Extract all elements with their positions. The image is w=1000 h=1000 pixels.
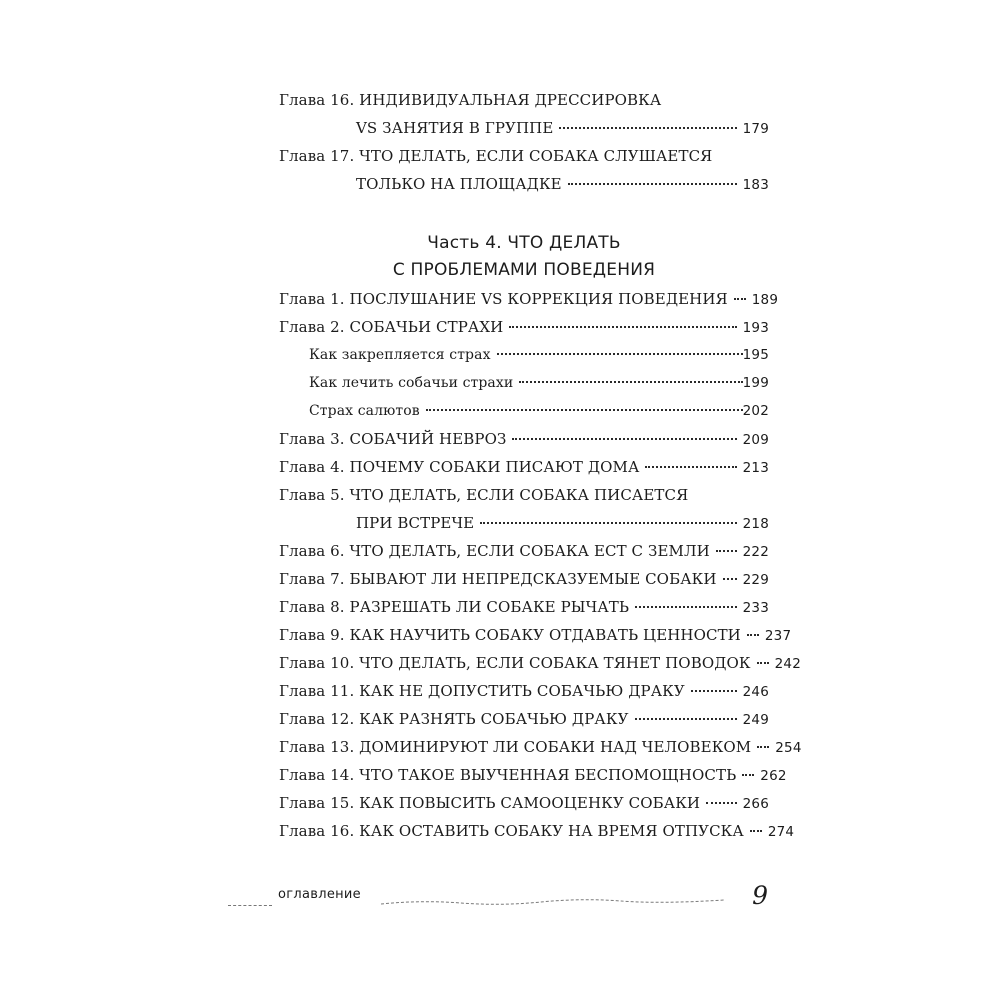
toc-dot-leader	[519, 380, 742, 383]
part-heading	[279, 230, 769, 284]
toc-subsection-entry	[279, 397, 769, 425]
toc-chapter-entry	[279, 453, 769, 481]
toc-dot-leader	[645, 465, 736, 468]
toc-page-number: 199	[742, 375, 769, 391]
toc-chapter-entry	[279, 565, 769, 593]
toc-page-number: 262	[760, 768, 787, 784]
toc-chapter-entry	[279, 425, 769, 453]
toc-chapter-title-line: Глава 16. ИНДИВИДУАЛЬНАЯ ДРЕССИРОВКА	[279, 91, 662, 109]
toc-dot-leader	[691, 689, 737, 692]
toc-chapter-entry	[279, 789, 769, 817]
footer-wavy-rule	[381, 898, 724, 906]
toc-chapter-entry	[279, 593, 769, 621]
toc-chapter-entry	[279, 285, 779, 313]
toc-chapter-entry	[279, 649, 802, 677]
toc-page-number: 209	[742, 432, 769, 448]
toc-dot-leader	[635, 605, 737, 608]
toc-dot-leader	[568, 182, 737, 185]
toc-chapter-entry	[279, 114, 769, 142]
toc-page-number: 246	[742, 684, 769, 700]
toc-part-entries	[279, 285, 802, 845]
toc-chapter-title: Глава 6. ЧТО ДЕЛАТЬ, ЕСЛИ СОБАКА ЕСТ С ЗЕМЛИ	[279, 542, 710, 560]
part-heading-line-2: С ПРОБЛЕМАМИ ПОВЕДЕНИЯ	[392, 260, 656, 280]
toc-chapter-entry	[279, 817, 795, 845]
toc-dot-leader	[635, 717, 737, 720]
toc-dot-leader	[747, 633, 759, 636]
toc-chapter-title: Глава 2. СОБАЧЬИ СТРАХИ	[279, 318, 504, 336]
toc-subsection-entry	[279, 341, 769, 369]
toc-dot-leader	[723, 577, 737, 580]
toc-dot-leader	[742, 773, 754, 776]
footer-page-number: 9	[752, 881, 768, 910]
footer-dashed-rule-left	[228, 905, 272, 906]
toc-dot-leader	[426, 408, 743, 411]
toc-chapter-entry	[279, 677, 769, 705]
toc-page-number: 254	[775, 740, 802, 756]
toc-page-number: 233	[742, 600, 769, 616]
toc-chapter-title: ТОЛЬКО НА ПЛОЩАДКЕ	[356, 175, 562, 193]
toc-chapter-entry	[279, 170, 769, 198]
toc-page-number: 229	[742, 572, 769, 588]
toc-chapter-title-line: Глава 5. ЧТО ДЕЛАТЬ, ЕСЛИ СОБАКА ПИСАЕТСЯ	[279, 486, 689, 504]
toc-dot-leader	[757, 661, 769, 664]
toc-dot-leader	[509, 325, 736, 328]
toc-page-number: 193	[742, 320, 769, 336]
toc-dot-leader	[497, 352, 743, 355]
toc-chapter-title: Глава 14. ЧТО ТАКОЕ ВЫУЧЕННАЯ БЕСПОМОЩНОСТЬ	[279, 766, 737, 784]
toc-subsection-title: Страх салютов	[309, 403, 420, 419]
toc-dot-leader	[706, 801, 737, 804]
toc-dot-leader	[716, 549, 737, 552]
toc-chapter-title: Глава 1. ПОСЛУШАНИЕ VS КОРРЕКЦИЯ ПОВЕДЕНИЯ	[279, 290, 728, 308]
footer-section-label: оглавление	[278, 887, 361, 902]
toc-chapter-entry	[279, 537, 769, 565]
toc-chapter-title: Глава 15. КАК ПОВЫСИТЬ САМООЦЕНКУ СОБАКИ	[279, 794, 701, 812]
toc-chapter-title: Глава 10. ЧТО ДЕЛАТЬ, ЕСЛИ СОБАКА ТЯНЕТ ПОВОДОК	[279, 654, 751, 672]
toc-dot-leader	[512, 437, 736, 440]
toc-dot-leader	[734, 297, 746, 300]
toc-page-number: 183	[742, 177, 769, 193]
toc-dot-leader	[480, 521, 736, 524]
toc-page-number: 179	[742, 121, 769, 137]
toc-dot-leader	[559, 126, 736, 129]
toc-page-number: 249	[742, 712, 769, 728]
toc-page-number: 237	[764, 628, 792, 644]
toc-page-number: 202	[742, 403, 769, 419]
toc-subsection-title: Как лечить собачьи страхи	[309, 375, 514, 391]
toc-chapter-title: Глава 3. СОБАЧИЙ НЕВРОЗ	[279, 430, 507, 448]
toc-chapter-title: Глава 4. ПОЧЕМУ СОБАКИ ПИСАЮТ ДОМА	[279, 458, 640, 476]
toc-chapter-entry	[279, 621, 792, 649]
toc-chapter-title: Глава 9. КАК НАУЧИТЬ СОБАКУ ОТДАВАТЬ ЦЕННОСТИ	[279, 626, 741, 644]
toc-chapter-title: Глава 8. РАЗРЕШАТЬ ЛИ СОБАКЕ РЫЧАТЬ	[279, 598, 630, 616]
toc-chapter-title: Глава 13. ДОМИНИРУЮТ ЛИ СОБАКИ НАД ЧЕЛОВЕКОМ	[279, 738, 752, 756]
part-heading-line-1: Часть 4. ЧТО ДЕЛАТЬ	[427, 233, 621, 253]
toc-chapter-title: Глава 12. КАК РАЗНЯТЬ СОБАЧЬЮ ДРАКУ	[279, 710, 629, 728]
toc-page-number: 274	[767, 824, 795, 840]
toc-dot-leader	[757, 745, 769, 748]
toc-subsection-title: Как закрепляется страх	[309, 347, 491, 363]
toc-page-number: 213	[742, 460, 769, 476]
toc-dot-leader	[750, 829, 762, 832]
toc-page-number: 189	[751, 292, 779, 308]
toc-chapter-title-line: Глава 17. ЧТО ДЕЛАТЬ, ЕСЛИ СОБАКА СЛУШАЕТСЯ	[279, 147, 713, 165]
toc-chapter-title: Глава 11. КАК НЕ ДОПУСТИТЬ СОБАЧЬЮ ДРАКУ	[279, 682, 685, 700]
toc-chapter-title: Глава 7. БЫВАЮТ ЛИ НЕПРЕДСКАЗУЕМЫЕ СОБАКИ	[279, 570, 717, 588]
toc-page-number: 242	[774, 656, 802, 672]
toc-chapter-entry	[279, 509, 769, 537]
toc-page-number: 218	[742, 516, 769, 532]
toc-page-number: 222	[742, 544, 769, 560]
toc-chapter-entry	[279, 761, 787, 789]
toc-chapter-title: ПРИ ВСТРЕЧЕ	[356, 514, 475, 532]
toc-page-number: 195	[742, 347, 769, 363]
toc-page-number: 266	[742, 796, 769, 812]
toc-chapter-title: Глава 16. КАК ОСТАВИТЬ СОБАКУ НА ВРЕМЯ ОТПУСКА	[279, 822, 744, 840]
page-footer	[228, 882, 773, 912]
toc-chapter-entry	[279, 313, 769, 341]
toc-chapter-entry	[279, 705, 769, 733]
toc-chapter-title: VS ЗАНЯТИЯ В ГРУППЕ	[356, 119, 554, 137]
toc-subsection-entry	[279, 369, 769, 397]
toc-chapter-entry	[279, 733, 802, 761]
toc-top-entries	[279, 86, 769, 198]
